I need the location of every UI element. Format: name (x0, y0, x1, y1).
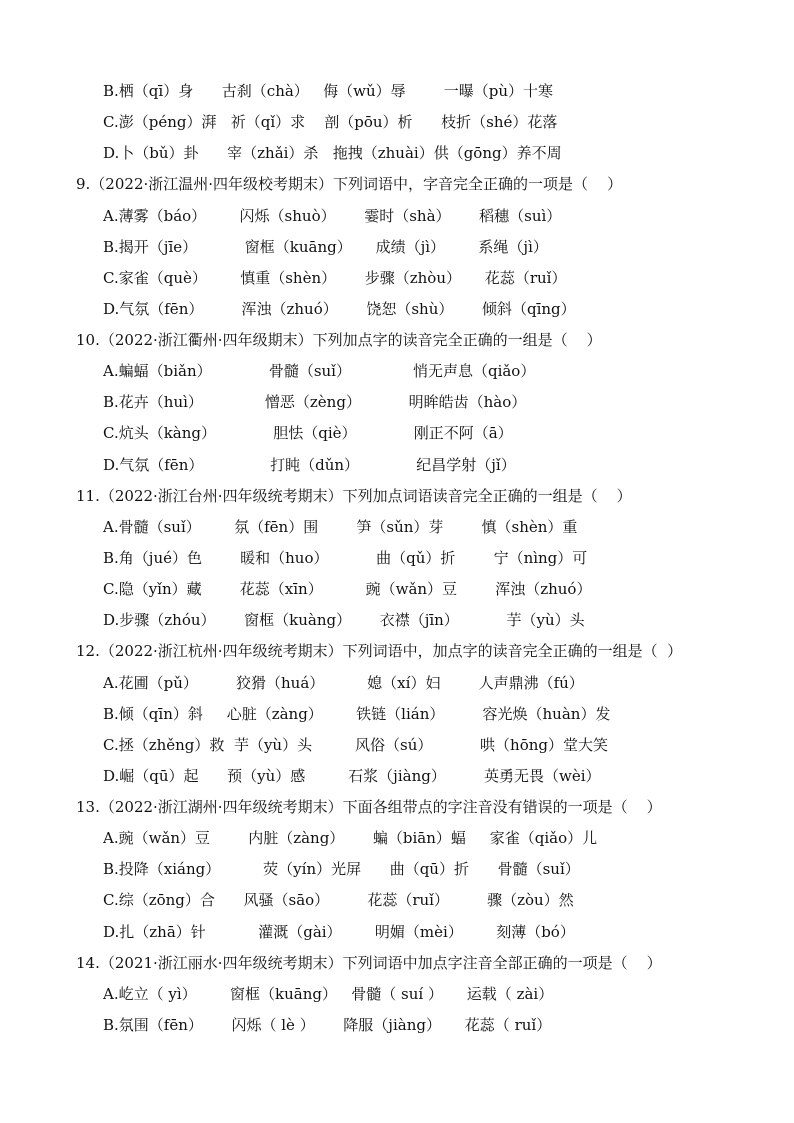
option-line: D.步骤（zhóu） 窗框（kuàng） 衣襟（jīn） 芋（yù）头 (103, 611, 585, 629)
option-line: B.倾（qīn）斜 心脏（zàng） 铁链（lián） 容光焕（huàn）发 (103, 705, 611, 723)
option-line: A.骨髓（suǐ） 氛（fēn）围 笋（sǔn）芽 慎（shèn）重 (103, 518, 578, 536)
question-13-stem: 13.（2022·浙江湖州·四年级统考期末）下面各组带点的字注音没有错误的一项是（ ） (76, 798, 662, 816)
option-line: D.卜（bǔ）卦 宰（zhǎi）杀 拖拽（zhuài）供（gōng）养不周 (103, 144, 562, 162)
option-line: D.崛（qū）起 预（yù）感 石浆（jiàng） 英勇无畏（wèi） (103, 767, 601, 785)
option-line: C.炕头（kàng） 胆怯（qiè） 刚正不阿（ā） (103, 424, 513, 442)
question-12-stem: 12.（2022·浙江杭州·四年级统考期末）下列词语中，加点字的读音完全正确的一组是（ ） (76, 642, 683, 660)
option-line: A.蝙蝠（biǎn） 骨髓（suǐ） 悄无声息（qiǎo） (103, 362, 536, 380)
option-line: B.栖（qī）身 古刹（chà） 侮（wǔ）辱 一曝（pù）十寒 (103, 82, 554, 100)
option-line: B.揭开（jīe） 窗框（kuāng） 成绩（jì） 系绳（jì） (103, 238, 548, 256)
option-line: C.拯（zhěng）救 芋（yù）头 风俗（sú） 哄（hōng）堂大笑 (103, 736, 608, 754)
option-line: C.综（zōng）合 风骚（sāo） 花蕊（ruǐ） 骤（zòu）然 (103, 891, 574, 909)
option-line: B.投降（xiáng） 荧（yín）光屏 曲（qū）折 骨髓（suǐ） (103, 860, 580, 878)
option-line: B.氛围（fēn） 闪烁（ lè ） 降服（jiàng） 花蕊（ ruǐ） (103, 1016, 552, 1034)
question-10-stem: 10.（2022·浙江衢州·四年级期末）下列加点字的读音完全正确的一组是（ ） (76, 331, 602, 349)
option-line: D.气氛（fēn） 浑浊（zhuó） 饶恕（shù） 倾斜（qīng） (103, 300, 576, 318)
option-line: C.隐（yǐn）藏 花蕊（xīn） 豌（wǎn）豆 浑浊（zhuó） (103, 580, 592, 598)
option-line: B.角（jué）色 暖和（huo） 曲（qǔ）折 宁（nìng）可 (103, 549, 588, 567)
option-line: C.澎（péng）湃 祈（qǐ）求 剖（pōu）析 枝折（shé）花落 (103, 113, 558, 131)
option-line: A.豌（wǎn）豆 内脏（zàng） 蝙（biān）蝠 家雀（qiǎo）儿 (103, 829, 598, 847)
option-line: A.屹立（ yì） 窗框（kuāng） 骨髓（ suí ） 运载（ zài） (103, 985, 554, 1003)
option-line: B.花卉（huì） 憎恶（zèng） 明眸皓齿（hào） (103, 393, 527, 411)
option-line: D.扎（zhā）针 灌溉（gài） 明媚（mèi） 刻薄（bó） (103, 923, 575, 941)
option-line: C.家雀（què） 慎重（shèn） 步骤（zhòu） 花蕊（ruǐ） (103, 269, 567, 287)
option-line: D.气氛（fēn） 打盹（dǔn） 纪昌学射（jǐ） (103, 456, 516, 474)
question-14-stem: 14.（2021·浙江丽水·四年级统考期末）下列词语中加点字注音全部正确的一项是（ ） (76, 954, 662, 972)
question-9-stem: 9.（2022·浙江温州·四年级校考期末）下列词语中，字音完全正确的一项是（ ） (76, 175, 623, 193)
option-line: A.薄雾（báo） 闪烁（shuò） 霎时（shà） 稻穗（suì） (103, 207, 562, 225)
question-11-stem: 11.（2022·浙江台州·四年级统考期末）下列加点词语读音完全正确的一组是（ ） (76, 487, 632, 505)
option-line: A.花圃（pǔ） 狡猾（huá） 媳（xí）妇 人声鼎沸（fú） (103, 674, 584, 692)
